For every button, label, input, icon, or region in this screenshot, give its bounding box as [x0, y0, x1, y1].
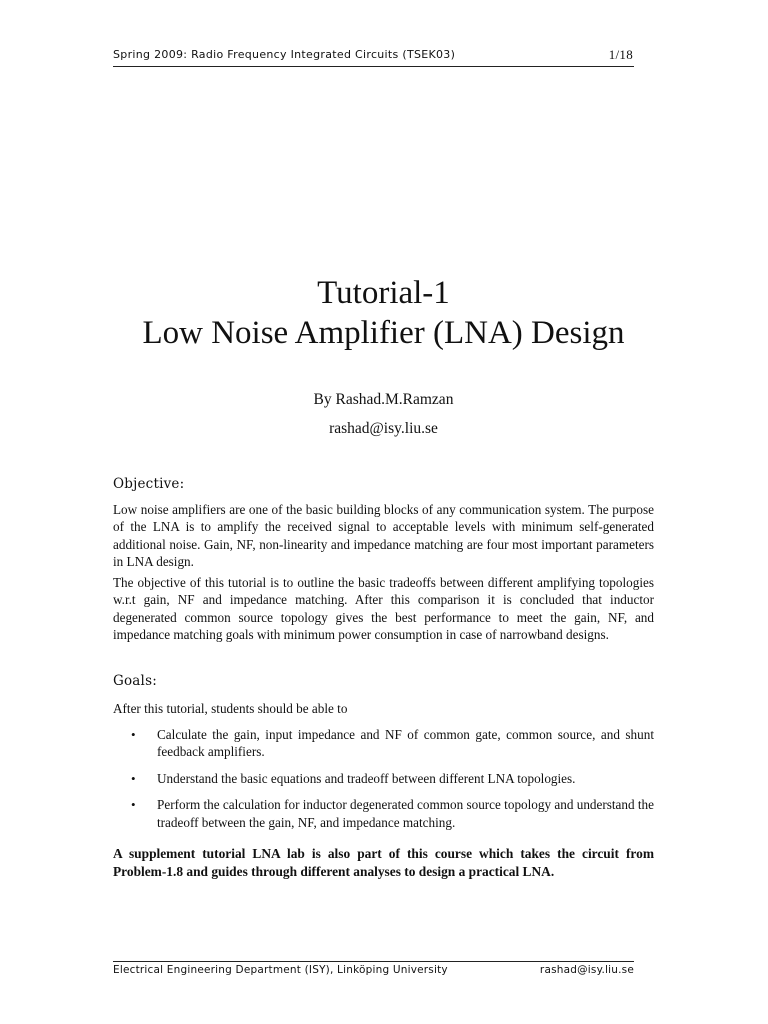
supplement-note: A supplement tutorial LNA lab is also part of this course which takes the circuit from Problem-1.8 and guides through different analyses to design a practical LNA.: [113, 846, 654, 879]
header-page-number: 1/18: [608, 47, 633, 62]
document-title-line-1: Tutorial-1: [317, 275, 450, 311]
footer-email: rashad@isy.liu.se: [539, 964, 634, 976]
page-header: [113, 47, 633, 65]
goal-item: [113, 796, 654, 831]
goals-list: [113, 726, 654, 840]
goal-text: Calculate the gain, input impedance and NF of common gate, common source, and shunt feedback amplifiers.: [157, 727, 654, 760]
goal-item: [113, 770, 654, 787]
goal-text: Understand the basic equations and tradeoff between different LNA topologies.: [157, 770, 576, 786]
header-divider: [113, 66, 634, 67]
author-byline: By Rashad.M.Ramzan: [313, 391, 454, 408]
objective-heading: Objective:: [113, 476, 185, 492]
goal-item: [113, 726, 654, 761]
header-course-title: Spring 2009: Radio Frequency Integrated Circuits (TSEK03): [113, 48, 456, 61]
footer-department: Electrical Engineering Department (ISY), Linköping University: [113, 964, 448, 976]
footer-divider: [113, 961, 634, 962]
document-title-line-2: Low Noise Amplifier (LNA) Design: [142, 315, 625, 351]
goals-heading: Goals:: [113, 673, 157, 689]
page-footer: [113, 964, 634, 980]
bullet-icon: •: [131, 797, 136, 813]
objective-paragraph-1: Low noise amplifiers are one of the basic building blocks of any communication system. The purpose of the LNA is to amplify the received signal to acceptable levels with minimum self-generated additional noise. Gain, NF, non-linearity and impedance matching are four most important parameters in LNA design.: [113, 502, 654, 570]
author-email: rashad@isy.liu.se: [329, 420, 438, 437]
bullet-icon: •: [131, 727, 136, 742]
goals-intro: After this tutorial, students should be able to: [113, 701, 348, 716]
bullet-icon: •: [131, 770, 136, 786]
goal-text: Perform the calculation for inductor degenerated common source topology and understand the tradeoff between the gain, NF, and impedance matching.: [157, 797, 654, 830]
objective-paragraph-2: The objective of this tutorial is to outline the basic tradeoffs between different amplifying topologies w.r.t gain, NF and impedance matching. After this comparison it is concluded that inductor degenerated common source topology gives the best performance to meet the gain, NF, and impedance matching goals with minimum power consumption in case of narrowband designs.: [113, 575, 654, 643]
